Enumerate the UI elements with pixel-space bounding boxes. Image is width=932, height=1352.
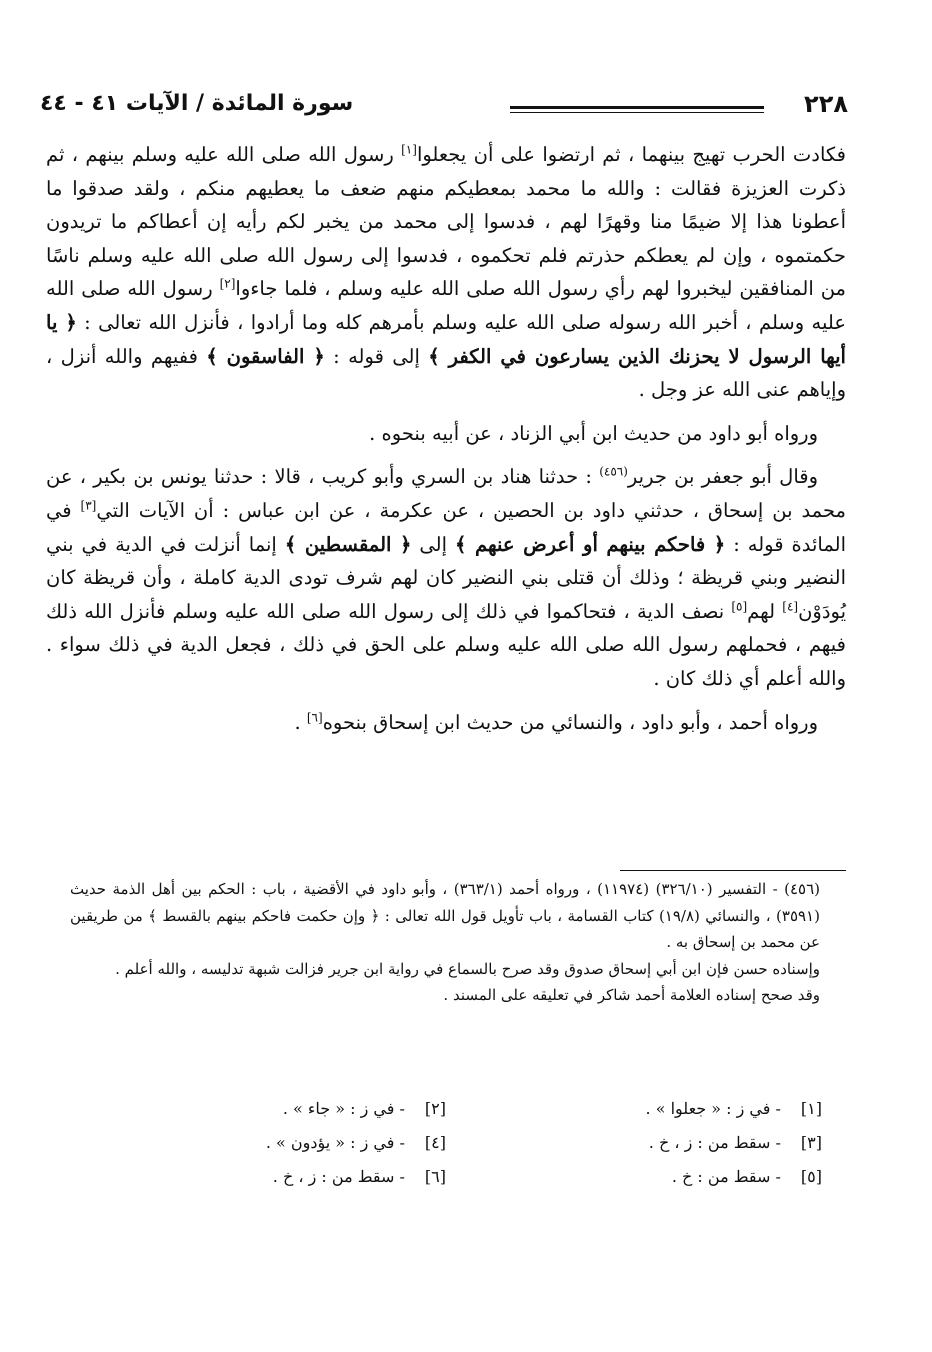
variant-number: [٢]	[424, 1099, 446, 1118]
header-rule	[510, 106, 764, 109]
text-run: لهم	[747, 599, 783, 623]
quran-quote: ﴿ الفاسقون ﴾	[206, 344, 325, 368]
paragraph-4	[46, 706, 846, 740]
text-run: رسول الله صلى الله عليه وسلم ، أخبر الله رسوله صلى الله عليه وسلم بأمرهم كله وما أرادوا ، فأنزل الله تعالى :	[46, 277, 846, 334]
main-text	[46, 138, 846, 749]
variant-number: [٦]	[424, 1167, 446, 1186]
variant-number: [١]	[800, 1099, 822, 1118]
variant-number: [٥]	[800, 1167, 822, 1186]
footnote-shakir: وقد صحح إسناده العلامة أحمد شاكر في تعليقه على المسند .	[443, 986, 820, 1004]
note-ref-3: [٣]	[80, 498, 97, 513]
paragraph-2: ورواه أبو داود من حديث ابن أبي الزناد ، عن أبيه بنحوه .	[369, 421, 818, 445]
note-ref-5: [٥]	[731, 599, 748, 614]
variant-note-6	[100, 1160, 446, 1194]
variant-number: [٤]	[424, 1133, 446, 1152]
text-run: فكادت الحرب تهيج بينهما ، ثم ارتضوا على أن يجعلوا	[416, 143, 846, 166]
manuscript-variants	[100, 1092, 822, 1194]
variant-note-4	[100, 1126, 446, 1160]
variant-note-5	[476, 1160, 822, 1194]
variant-note-1	[476, 1092, 822, 1126]
text-run: إلى قوله :	[324, 344, 429, 368]
text-run: ورواه أحمد ، وأبو داود ، والنسائي من حديث ابن إسحاق بنحوه	[322, 710, 818, 734]
quran-quote: ﴿ المقسطين ﴾	[284, 532, 412, 556]
paragraph-3	[46, 460, 846, 695]
variant-text: - سقط من : خ .	[671, 1167, 781, 1186]
footnote-rule	[620, 870, 846, 871]
variant-text: - في ز : « جعلوا » .	[645, 1099, 781, 1118]
note-ref-6: [٦]	[306, 710, 323, 724]
variant-text: - في ز : « يؤدون » .	[265, 1133, 405, 1152]
variant-text: - سقط من : ز ، خ .	[648, 1133, 781, 1152]
text-run: ففيهم والله أنزل ، وإياهم عنى الله عز وجل .	[46, 344, 846, 402]
footnote-456: (٤٥٦) - التفسير (٣٢٦/١٠) (١١٩٧٤) ، ورواه أحمد (٣٦٣/١) ، وأبو داود في الأقضية ، باب : الحكم بين أهل الذمة حديث (٣٥٩١) ، والنسائي (١٩/٨) كتاب القسامة ، باب تأويل قول الله تعالى : ﴿ وإن حكمت فاحكم بينهم بالقسط ﴾ من طريقين عن محمد بن إسحاق به .	[70, 880, 820, 951]
footnote-ref-456: (٤٥٦)	[599, 464, 628, 479]
note-ref-2: [٢]	[219, 276, 236, 291]
footnote-isnad-grade: وإسناده حسن فإن ابن أبي إسحاق صدوق وقد صرح بالسماع في رواية ابن جرير فزالت شبهة تدليسه ، والله أعلم .	[115, 959, 820, 978]
paragraph-1	[46, 138, 846, 407]
variant-number: [٣]	[800, 1133, 822, 1152]
text-run: نصف الدية ، فتحاكموا في ذلك إلى رسول الله صلى الله عليه وسلم فأنزل الله ذلك فيهم ، فحملهم رسول الله صلى الله عليه وسلم على الحق في ذلك ، فجعل الدية في ذلك سواء . والله أعلم أي ذلك كان .	[46, 599, 846, 690]
text-run: رسول الله صلى الله عليه وسلم بينهم ، ثم ذكرت العزيزة فقالت : والله ما محمد بمعطيكم منهم ضعف ما يعطيهم منكم ، ولقد صدقوا ما أعطونا هذا إلا ضيمًا منا وقهرًا لهم ، فدسوا إلى محمد من يخبر لكم رأيه إن أعطاكم ما تريدون حكمتموه ، وإن لم يعطكم حذرتم فلم تحكموه ، فدسوا إلى رسول الله صلى الله عليه وسلم ناسًا من المنافقين ليخبروا لهم رأي رسول الله صلى الله عليه وسلم ، فلما جاءوا	[46, 143, 846, 301]
running-title: سورة المائدة / الآيات ٤١ - ٤٤	[40, 91, 354, 116]
text-run: .	[294, 710, 307, 734]
variant-text: - سقط من : ز ، خ .	[272, 1167, 405, 1186]
page-number: ٢٢٨	[804, 90, 848, 118]
page-header	[40, 84, 848, 124]
text-run: إنما أنزلت في الدية في بني النضير وبني قريظة ؛ وذلك أن قتلى بني النضير كان لهم شرف تودى الدية كاملة ، وأن قريظة كان يُودَوْن	[46, 532, 846, 623]
note-ref-1: [١]	[401, 142, 417, 157]
footnotes	[70, 876, 820, 1009]
text-run: : حدثنا هناد بن السري وأبو كريب ، قالا : حدثنا يونس بن بكير ، عن محمد بن إسحاق ، حدثني داود بن الحصين ، عن عكرمة ، عن ابن عباس : أن الآيات التي	[46, 465, 846, 522]
quran-quote: ﴿ يا أيها الرسول لا يحزنك الذين يسارعون في الكفر ﴾	[46, 310, 846, 368]
text-run: وقال أبو جعفر بن جرير	[627, 465, 819, 489]
variant-note-2	[100, 1092, 446, 1126]
variant-note-3	[476, 1126, 822, 1160]
text-run: إلى	[411, 532, 456, 556]
variant-text: - في ز : « جاء » .	[282, 1099, 405, 1118]
text-run: في المائدة قوله :	[46, 498, 846, 556]
note-ref-4: [٤]	[782, 599, 799, 614]
quran-quote: ﴿ فاحكم بينهم أو أعرض عنهم ﴾	[455, 532, 726, 556]
